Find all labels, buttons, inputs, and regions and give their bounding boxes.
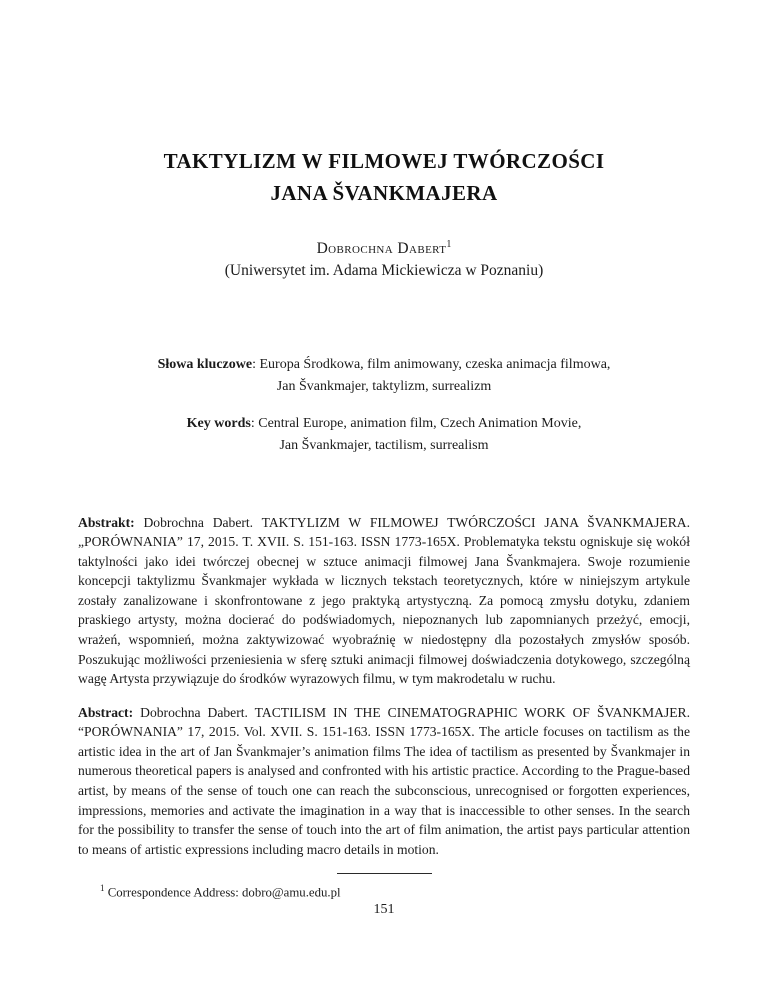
author-footnote-ref: 1	[446, 238, 452, 250]
keywords-en-line2: Jan Švankmajer, tactilism, surrealism	[279, 437, 489, 453]
keywords-pl-line1: : Europa Środkowa, film animowany, czeska animacja filmowa,	[252, 356, 611, 372]
title-line-2: JANA ŠVANKMAJERA	[270, 180, 498, 205]
keywords-pl-label: Słowa kluczowe	[157, 356, 253, 372]
title-line-1: TAKTYLIZM W FILMOWEJ TWÓRCZOŚCI	[163, 149, 605, 173]
footnote-rule	[337, 873, 432, 874]
abstract-en-text: Dobrochna Dabert. TACTILISM IN THE CINEMATOGRAPHIC WORK OF ŠVANKMAJER. “PORÓWNANIA” 17, 2015. Vol. XVII. S. 151-163. ISSN 1773-165X. The article focuses on tactilism as the artistic idea in the art of Jan Švankmajer’s animation films The idea of tactilism as presented by Švankmajer in numerous theoretical papers is analysed and confronted with his artistic practice. According to the Prague-based artist, by means of the sense of touch one can reach the subconscious, unrecognised or forgotten experiences, impressions, memories and activate the imagination in a way that is inaccessible to other senses. In the search for the possibility to transfer the sense of touch into the art of film animation, the artist pays particular attention to means of artistic expressions including macro details in motion.	[78, 704, 690, 857]
abstract-pl-label: Abstrakt:	[78, 514, 135, 530]
page-title	[78, 146, 690, 209]
abstract-pl-text: Dobrochna Dabert. TAKTYLIZM W FILMOWEJ TWÓRCZOŚCI JANA ŠVANKMAJERA. „PORÓWNANIA” 17, 2015. T. XVII. S. 151-163. ISSN 1773-165X. Problematyka tekstu ogniskuje się wokół taktylności jako idei twórczej obecnej w sztuce animacji filmowej Jana Švankmajera. Swoje rozumienie koncepcji taktylizmu Švankmajer wykłada w licznych tekstach teoretycznych, które w niniejszym artykule zostały zanalizowane i skonfrontowane z jego praktyką artystyczną. Za pomocą zmysłu dotyku, zdaniem praskiego artysty, można docierać do podświadomych, niepoznanych lub zapomnianych przeżyć, emocji, wrażeń, wspomnień, można zaktywizować wyobraźnię w niedostępny dla pozostałych zmysłów sposób. Poszukując możliwości przeniesienia w sferę sztuki animacji filmowej doświadczenia dotykowego, szczególną wagę Artysta przywiązuje do środków wyrazowych filmu, w tym makrodetalu w ruchu.	[78, 514, 690, 687]
abstract-en-label: Abstract:	[78, 704, 134, 720]
footnote	[78, 882, 690, 902]
footnote-text: Correspondence Address: dobro@amu.edu.pl	[104, 885, 341, 900]
footnote-ref: 1	[100, 883, 105, 894]
byline	[78, 239, 690, 260]
keywords-en	[78, 413, 690, 456]
keywords-en-label: Key words	[186, 416, 251, 432]
abstract-en	[78, 703, 690, 860]
keywords-pl-line2: Jan Švankmajer, taktylizm, surrealizm	[276, 378, 492, 394]
page-number: 151	[373, 902, 395, 917]
affiliation: (Uniwersytet im. Adama Mickiewicza w Poznaniu)	[224, 261, 544, 279]
keywords-pl	[78, 354, 690, 397]
abstract-pl	[78, 513, 690, 689]
author-name: Dobrochna Dabert	[316, 240, 447, 257]
keywords-en-line1: : Central Europe, animation film, Czech Animation Movie,	[250, 416, 582, 432]
